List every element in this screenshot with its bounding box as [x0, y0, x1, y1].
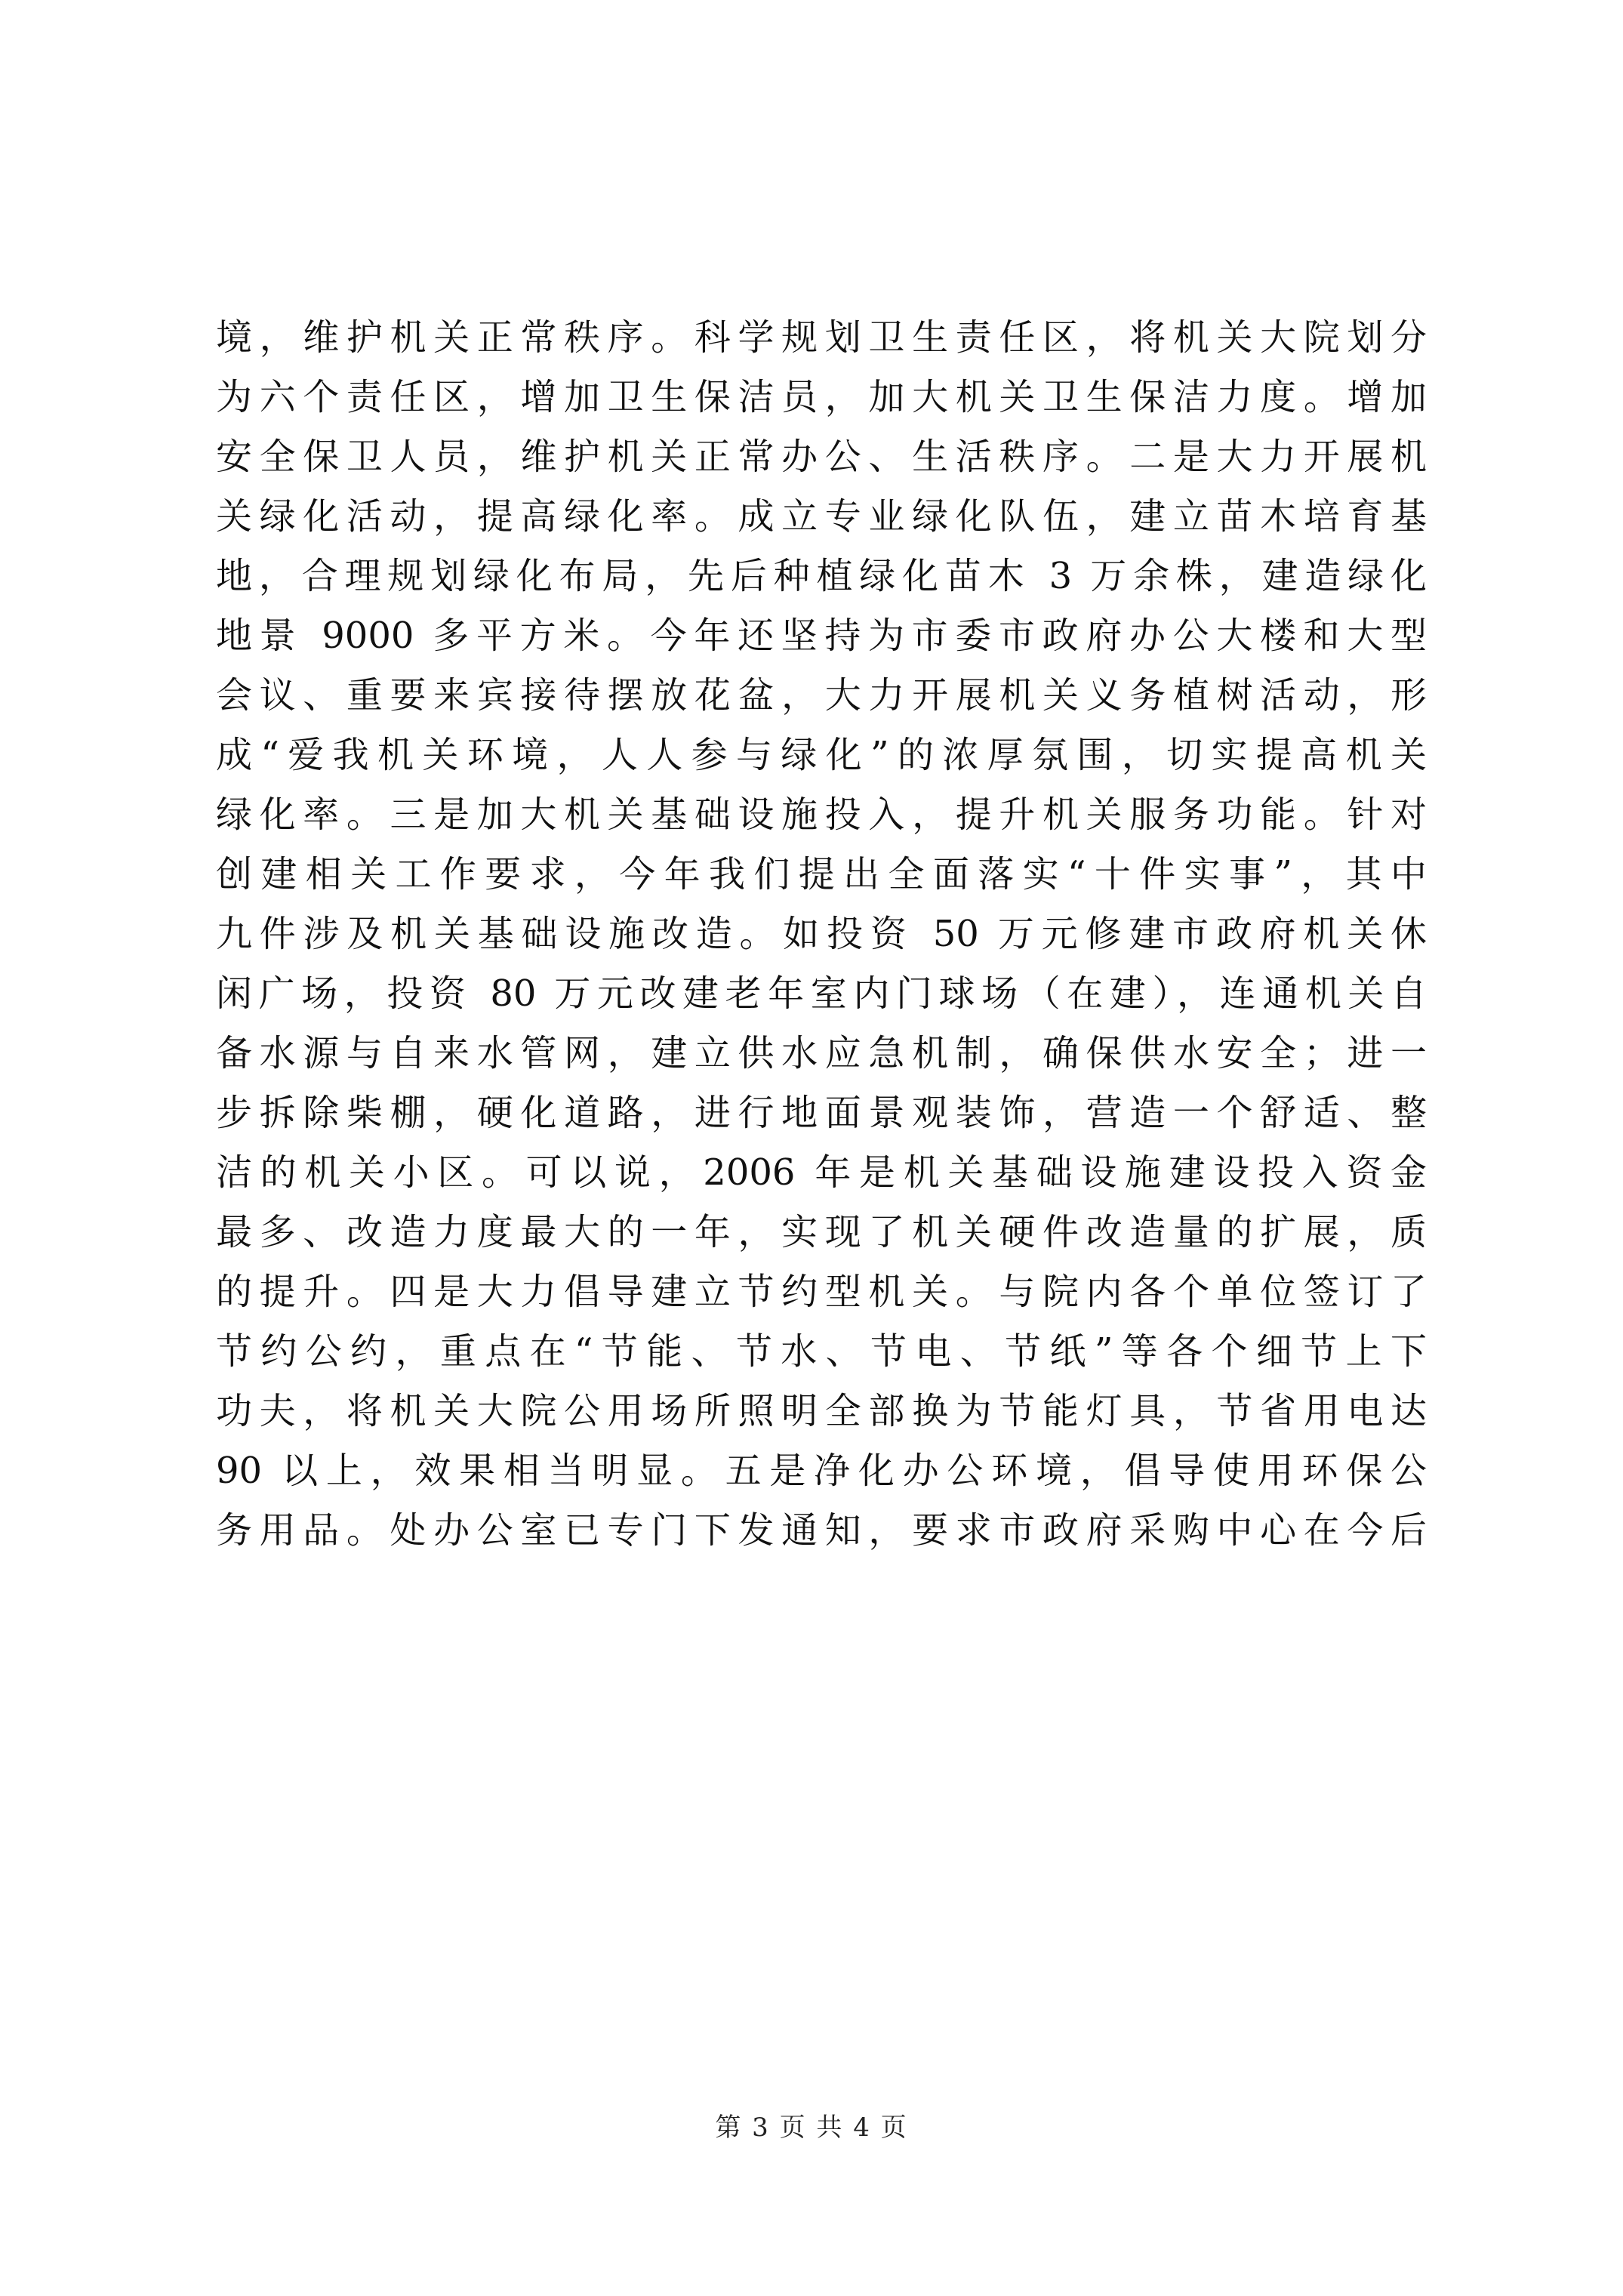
text-line: 闲广场，投资 80 万元改建老年室内门球场（在建），连通机关自	[216, 972, 1427, 1015]
text-line: 九件涉及机关基础设施改造。如投资 50 万元修建市政府机关休	[216, 913, 1427, 955]
text-line: 步拆除柴棚，硬化道路，进行地面景观装饰，营造一个舒适、整	[216, 1092, 1427, 1134]
text-line: 90 以上，效果相当明显。五是净化办公环境，倡导使用环保公	[216, 1450, 1427, 1492]
text-line: 最多、改造力度最大的一年，实现了机关硬件改造量的扩展，质	[216, 1211, 1427, 1253]
page-number-footer: 第 3 页 共 4 页	[715, 2113, 908, 2143]
text-line: 创建相关工作要求，今年我们提出全面落实“十件实事”，其中	[216, 853, 1427, 895]
text-line: 安全保卫人员，维护机关正常办公、生活秩序。二是大力开展机	[216, 436, 1427, 478]
text-line: 务用品。处办公室已专门下发通知，要求市政府采购中心在今后	[216, 1509, 1427, 1552]
text-line: 洁的机关小区。可以说，2006 年是机关基础设施建设投入资金	[216, 1151, 1427, 1194]
text-line: 为六个责任区，增加卫生保洁员，加大机关卫生保洁力度。增加	[216, 376, 1427, 418]
text-line: 绿化率。三是加大机关基础设施投入，提升机关服务功能。针对	[216, 794, 1427, 836]
text-line: 功夫，将机关大院公用场所照明全部换为节能灯具，节省用电达	[216, 1390, 1427, 1432]
text-line: 地景 9000 多平方米。今年还坚持为市委市政府办公大楼和大型	[216, 615, 1427, 657]
text-line: 地，合理规划绿化布局，先后种植绿化苗木 3 万余株，建造绿化	[216, 555, 1427, 597]
text-line: 备水源与自来水管网，建立供水应急机制，确保供水安全；进一	[216, 1032, 1427, 1074]
text-line: 会议、重要来宾接待摆放花盆，大力开展机关义务植树活动，形	[216, 674, 1427, 717]
text-line: 的提升。四是大力倡导建立节约型机关。与院内各个单位签订了	[216, 1271, 1427, 1313]
text-line: 境，维护机关正常秩序。科学规划卫生责任区，将机关大院划分	[216, 316, 1427, 359]
body-text	[216, 308, 1427, 1561]
text-line: 节约公约，重点在“节能、节水、节电、节纸”等各个细节上下	[216, 1330, 1427, 1373]
text-line: 关绿化活动，提高绿化率。成立专业绿化队伍，建立苗木培育基	[216, 495, 1427, 538]
text-line: 成“爱我机关环境，人人参与绿化”的浓厚氛围，切实提高机关	[216, 734, 1427, 776]
